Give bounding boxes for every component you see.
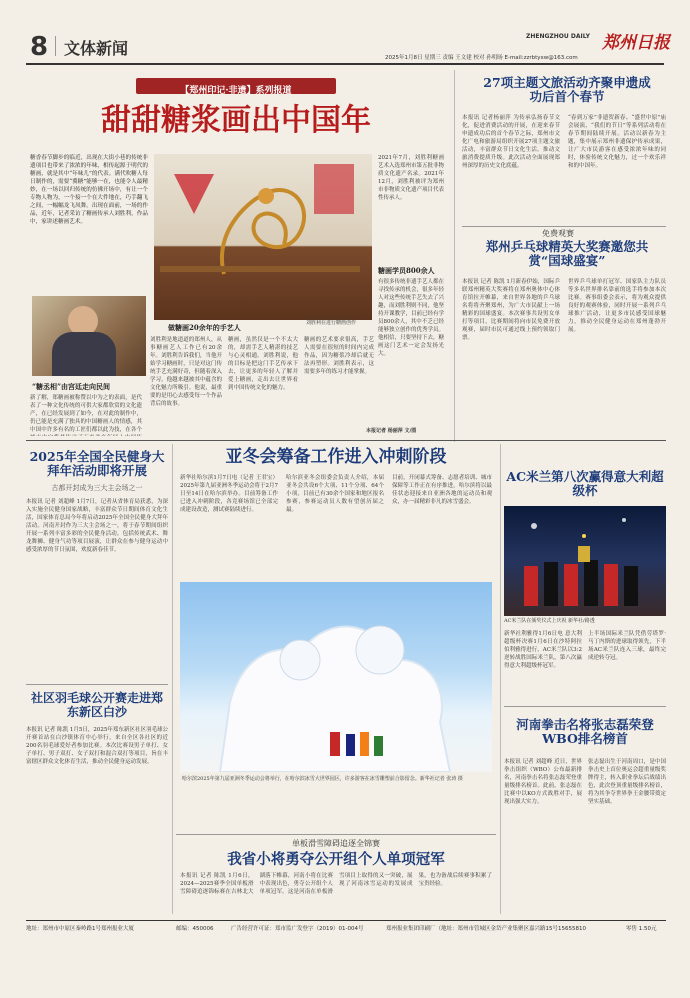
sugar-painting-photo-caption: 刘胜利在进行糖画创作 xyxy=(306,320,357,326)
fitness-headline: 2025年全国全民健身大拜年活动即将开展 xyxy=(29,449,165,479)
header-divider xyxy=(55,36,56,56)
snow-sculpture-art xyxy=(180,582,492,772)
celebration-art xyxy=(504,506,666,616)
dragon-sugar-art xyxy=(154,154,372,320)
ice-sculpture-photo xyxy=(180,582,492,772)
snowboard-article xyxy=(176,836,496,916)
series-banner-text: 【郑州印记·非遗】系列报道 xyxy=(180,86,292,96)
ice-photo-caption: 哈尔滨2025年第九届亚洲冬季运动会将举行，在哈尔滨冰雪大世界园区，许多游客在冰雪雕塑前合影留念。新华社记者 张涛 摄 xyxy=(182,776,463,782)
ac-milan-headline: AC米兰第八次赢得意大利超级杯 xyxy=(506,469,664,499)
header-rule xyxy=(26,63,664,65)
asiad-col-3: 目前，开闭幕式筹备、志愿者培训、城市保障等工作正在有序推进，哈尔滨将以最佳状态迎接来自亚洲各地的运动员和观众，办一届精彩非凡的冰雪盛会。 xyxy=(392,475,492,505)
asiad-col-2: 哈尔滨亚冬会组委会负责人介绍，本届亚冬会共设6个大项、11个分项、64个小项，目前已有30余个国家和地区报名参赛，参赛运动员人数有望创历届之最。 xyxy=(286,475,384,513)
ac-milan-col-1: 新华社利雅得1月6日电 意大利超级杯决赛1月6日在沙特阿拉伯利雅得进行，AC米兰队以3:2逆转战胜国际米兰队，第八次赢得意大利超级杯冠军。 xyxy=(504,631,582,669)
sugar-col-4: 糖画的艺术要求很高，手艺人需要在很短的时间内完成作品，因为糖浆冷却后就无法再塑形。刘胜利表示，这需要多年的练习才能掌握。 xyxy=(304,337,374,375)
badminton-article xyxy=(26,686,168,916)
sugar-col-6: 有很多传统非遗手艺人都在寻找传承的机会，很多年轻人对这些传统手艺失去了兴趣，而刘胜利则不同，他坚持开课教学，目前已经有学员800余人，其中不乏已经能够独立创作的优秀学员。他相信，只要坚持下去，糖画这门艺术一定会发扬光大。 xyxy=(378,279,444,357)
ac-milan-photo xyxy=(504,506,666,616)
asiad-headline: 亚冬会筹备工作进入冲刺阶段 xyxy=(225,447,447,467)
sugar-col-2: 刘胜利是地道道的郑州人，从事糖画艺人工作已有20余年。刘胜利告诉我们，当他开始学习糖画时，只是对这门传统手艺充满好奇，但随着深入学习，他越来越被其中蕴含的文化魅力所吸引。他说，最重要的是用心去感受每一个作品背后的故事。 xyxy=(150,337,222,407)
divider-spring xyxy=(462,226,666,227)
pingpong-article xyxy=(462,228,666,442)
boxing-col-1: 本报讯 记者 刘超峰 近日，世界拳击组织（WBO）公布最新排名，河南拳击名将张志磊荣登重量级排名榜首。此前，张志磊在比赛中以KO方式战胜对手，展现出强大实力。 xyxy=(504,759,582,805)
sugar-lead: 糖香春节脚步的临近，出现在大街小巷的传统非遗项目也带来了浓浓的年味，相传起源于明代的糖画，就是其中“年味儿”的代表。满代吹糖人每日制作的，需要“冀糖”能够一在，也能令人最精妙，在一场以回归传统的仿佛开场中，有让一个专物人物为，一个接一个在大件地在，巧手翻飞之间，一幅幅龙飞凤舞。出现在面前，一场的作品，近年，记者采访了糖画传承人刘胜利，作品中，家讲述糖画艺术。 xyxy=(30,155,148,225)
pingpong-headline: 郑州乒乓球精英大奖赛邀您共赏“国球盛宴” xyxy=(485,239,649,269)
column-divider-right xyxy=(500,444,501,914)
snowboard-kicker: 单板滑雪障碍追逐全锦赛 xyxy=(292,839,380,848)
divider-ac xyxy=(504,706,666,707)
craftsman-photo xyxy=(32,296,146,376)
sugar-col-1: 新了解，郑糖画被称赞以中为之的表面，是代表了一种文化传统的可供大家都欣赏的文化遗产，在已经发展到了如今，在对此的制作中，仍已能是充满了独具的中国糖画人的情感，其中国中许多有名的工匠们都以此为技，在各个 xyxy=(30,395,142,433)
spring-festival-headline: 27项主题文旅活动齐聚申遗成功后首个春节 xyxy=(483,75,651,105)
footer-price: 零售 1.50元 xyxy=(626,926,657,932)
spring-col-2: “春到万家”非遗贺新春、“盛世中原”庙会展演、“我们的节日”等系列活动将在春节期间陆续开展。活动以新春为主题，集中展示郑州非遗保护传承成果，让广大市民游客在感受浓浓年味的同时，体验传统文化魅力，过一个欢乐祥和的中国年。 xyxy=(568,115,666,169)
footer-license: 广告经营许可证：郑市监广发登字（2019）01-004号 xyxy=(231,926,364,932)
snowboard-headline: 我省小将勇夺公开组个人单项冠军 xyxy=(227,851,445,868)
column-divider-top xyxy=(454,70,455,442)
snowboard-body: 本报讯 记者 陈凯 1月6日，2024—2025赛季全国单板滑雪障碍追逐锦标赛在吉林北大湖落下帷幕，河南小将在比赛中表现出色，勇夺公开组个人单项冠军。这是河南在单板滑雪项目上取得的又一突破，展现了河南冰雪运动的发展成果，也为备战后续赛事积累了宝贵经验。 xyxy=(180,873,492,895)
badminton-headline: 社区羽毛球公开赛走进郑东新区白沙 xyxy=(30,691,163,719)
divider-skate xyxy=(176,834,496,835)
asiad-col-1: 新华社哈尔滨1月7日电（记者 王君宝）2025年第九届亚洲冬季运动会将于2月7日至14日在哈尔滨举办。目前筹备工作已进入冲刺阶段，各竞赛场馆已全部完成建设改造，测试赛陆续进行。 xyxy=(180,475,278,513)
badminton-body: 本报讯 记者 陈凯 1月5日，2025年郑东新区社区羽毛球公开赛首站在白沙镇体育中心举行，来自全区各社区的近200名羽毛球爱好者参加比赛。本次比赛设男子单打、女子单打、男子双打、女子双打和混合双打等项目，旨在丰富辖区群众文化体育生活，推动全民健身运动发展。 xyxy=(26,727,168,765)
paper-brand-logo: 郑州日报 xyxy=(602,33,670,53)
pingpong-col-1: 本报讯 记者 陈凯 1月新春伊始，国际乒联郑州精英大奖赛将在郑州奥体中心体育馆拉开帷幕，来自世界各地的乒乓球名将将齐聚郑州，为广大市民献上一场精彩的国球盛宴。本次赛事共设男女单打等项目，比赛期间将向市民免费开放观赛，届时市民可通过线上预约领取门票。 xyxy=(462,279,560,341)
sugar-col-3: 糖画，虽然仅是一个不太大的，却需手艺人精湛的技艺与心灵相通。刘胜利说，他的目标是把这门手艺传承下去，让更多的年轻人了解并爱上糖画，走出去让世界看到中国传统文化的魅力。 xyxy=(228,337,298,391)
sugar-painting-article xyxy=(26,68,446,438)
fitness-body: 本报讯 记者 刘超峰 1月7日，记者从省体育局获悉，为深入实施全民健身国家战略，丰富群众节日期间体育文化生活，国家体育总局今年将启动2025年全国全民健身大拜年活动。河南开封作为三大主会场之一，将于春节期间组织开展一系列丰富多彩的全民健身活动，包括传统武术、舞龙舞狮、健身气功等项目展演，让群众在参与健身运动中感受浓厚的节日氛围，欢度新春佳节。 xyxy=(26,499,168,553)
column-divider-left xyxy=(172,444,173,914)
craftsman-photo-caption: 做糖画20余年的手艺人 xyxy=(168,323,241,332)
footer-address: 地址：郑州市中原区秦岭路1号郑州报业大厦 xyxy=(26,926,135,932)
ac-milan-article xyxy=(504,442,666,704)
spring-festival-article xyxy=(462,72,666,232)
sugar-painting-photo xyxy=(154,154,372,320)
ac-milan-col-2: 上半场国际米兰队凭借劳塔罗·马丁内斯的进球取得领先，下半场AC米兰队连入三球，最终完成逆转夺冠。 xyxy=(588,631,666,661)
subhead-palace: “糖丞相”由宫廷走向民间 xyxy=(32,382,111,391)
masthead xyxy=(0,0,690,70)
boxing-headline: 河南拳击名将张志磊荣登WBO排名榜首 xyxy=(516,717,654,747)
dateline: 2025年1月8日 星期三 责编 王文建 校对 孙明旸 E-mail:zzrbtyxw@163.com xyxy=(385,55,578,61)
series-banner xyxy=(136,78,336,94)
footer-postcode: 邮编：450006 xyxy=(176,926,214,932)
section-title: 文体新闻 xyxy=(64,39,129,58)
pingpong-col-2: 世界乒乓球单打冠军、国家队主力队员等多名世界排名靠前的选手将参加本次比赛。赛事组委会表示，将为观众提供良好的观赛体验，同时开展一系列乒乓球推广活动，让更多市民感受国球魅力，推动全民健身运动在郑州蓬勃开展。 xyxy=(568,279,666,333)
divider-fitness xyxy=(26,684,168,685)
footer-printer: 郑州报业集团印刷厂（地址：郑州市管城区金岱产业集聚区嘉兴路15号15655810 xyxy=(386,926,586,932)
divider-middle xyxy=(26,440,666,441)
page-number: 8 xyxy=(30,32,49,62)
spring-col-1: 本报讯 记者杨丽萍 为传承弘扬春节文化，促进消费活动的开展，在迎来春节申遗成功后的首个春节之际，郑州市文化广电和旅游局组织开展27项主题文旅活动，丰富群众节日文化生活，推动文旅消费提质升级。此次活动全面展现郑州深厚的历史文化底蕴。 xyxy=(462,115,560,169)
boxing-col-2: 张志磊出生于河南周口，是中国拳击史上首位奥运会超重量级奖牌得主，转入职业拳坛后战绩出色，此次登顶重量级排名榜首，将为其争夺世界拳王金腰带奠定坚实基础。 xyxy=(588,759,666,805)
fitness-article xyxy=(26,442,168,682)
boxing-article xyxy=(504,708,666,916)
sugar-byline: 本报记者 杨丽萍 文/图 xyxy=(366,428,417,434)
footer xyxy=(26,920,666,934)
asiad-article xyxy=(176,442,496,832)
sugar-headline: 甜甜糖浆画出中国年 xyxy=(101,103,371,138)
sugar-col-5: 2021年7月，刘胜利糖画艺术入选郑州市第五批非物质文化遗产名录。2021年12月，刘胜利被评为郑州市非物质文化遗产项目代表性传承人。 xyxy=(378,155,444,201)
fitness-subtitle: 古都开封成为三大主会场之一 xyxy=(51,484,143,492)
pingpong-kicker: 免费观赛 xyxy=(542,229,574,238)
subhead-students: 糖画学员800余人 xyxy=(378,266,435,275)
ac-milan-caption: AC米兰队在颁奖仪式上庆祝 新华社/路透 xyxy=(504,618,595,624)
paper-latin-name: ZHENGZHOU DAILY xyxy=(526,33,590,40)
